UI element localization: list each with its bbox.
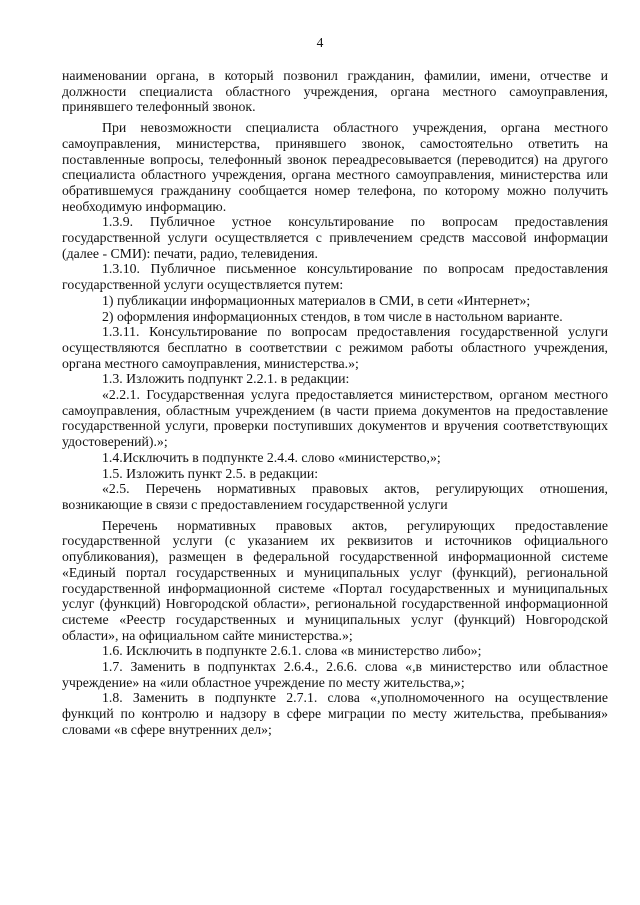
paragraph: 1.5. Изложить пункт 2.5. в редакции: bbox=[102, 465, 319, 481]
paragraph: «2.2.1. Государственная услуга предоставляется министерством, органом местного самоуправления, областным учреждением (в части приема документов на предоставление государственной услуги, проверки поступивших документов и вручения соответствующих удостоверений).»; bbox=[62, 387, 608, 450]
paragraph: наименовании органа, в который позвонил гражданин, фамилии, имени, отчестве и должности специалиста областного учреждения, органа местного самоуправления, принявшего телефонный звонок. bbox=[62, 68, 608, 115]
paragraph: Перечень нормативных правовых актов, регулирующих предоставление государственной услуги (с указанием их реквизитов и источников официального опубликования), размещен в федеральной государственной информационной системе «Единый портал государственных и муниципальных услуг (функций), региональной государственной информационной системе «Портал государственных и муниципальных услуг (функций) Новгородской области», региональной государственной информационной системе «Реестр государственных и муниципальных услуг (функций) Новгородской области», на официальном сайте министерства.»; bbox=[62, 517, 608, 643]
paragraph: 1.8. Заменить в подпункте 2.7.1. слова «,уполномоченного на осуществление функций по контролю и надзору в сфере миграции по месту жительства, пребывания» словами «в сфере внутренних дел»; bbox=[62, 690, 608, 737]
page-number: 4 bbox=[316, 35, 324, 50]
paragraph: 1.6. Исключить в подпункте 2.6.1. слова «в министерство либо»; bbox=[102, 643, 482, 659]
paragraph: 1.3.11. Консультирование по вопросам предоставления государственной услуги осуществляются бесплатно в соответствии с режимом работы областного учреждения, органа местного самоуправления, министерства.»; bbox=[62, 324, 608, 371]
paragraph: При невозможности специалиста областного учреждения, органа местного самоуправления, министерства, принявшего звонок, самостоятельно ответить на поставленные вопросы, телефонный звонок переадресовывается (переводится) на другого специалиста областного учреждения, органа местного самоуправления, министерства или обратившемуся гражданину сообщается номер телефона, по которому можно получить необходимую информацию. bbox=[62, 120, 608, 214]
paragraph: 1.7. Заменить в подпунктах 2.6.4., 2.6.6. слова «,в министерство или областное учреждение» на «или областное учреждение по месту жительства,»; bbox=[62, 659, 608, 690]
paragraph: 2) оформления информационных стендов, в том числе в настольном варианте. bbox=[102, 308, 563, 324]
paragraph: 1.3. Изложить подпункт 2.2.1. в редакции: bbox=[102, 371, 350, 387]
document-body bbox=[62, 68, 608, 738]
paragraph: «2.5. Перечень нормативных правовых актов, регулирующих отношения, возникающие в связи с предоставлением государственной услуги bbox=[62, 481, 608, 512]
paragraph: 1) публикации информационных материалов в СМИ, в сети «Интернет»; bbox=[102, 292, 531, 308]
paragraph: 1.3.10. Публичное письменное консультирование по вопросам предоставления государственной услуги осуществляется путем: bbox=[62, 261, 608, 293]
paragraph: 1.4.Исключить в подпункте 2.4.4. слово «министерство,»; bbox=[102, 449, 441, 465]
paragraph: 1.3.9. Публичное устное консультирование по вопросам предоставления государственной услуги осуществляется с привлечением средств массовой информации (далее - СМИ): печати, радио, телевидения. bbox=[62, 214, 608, 261]
